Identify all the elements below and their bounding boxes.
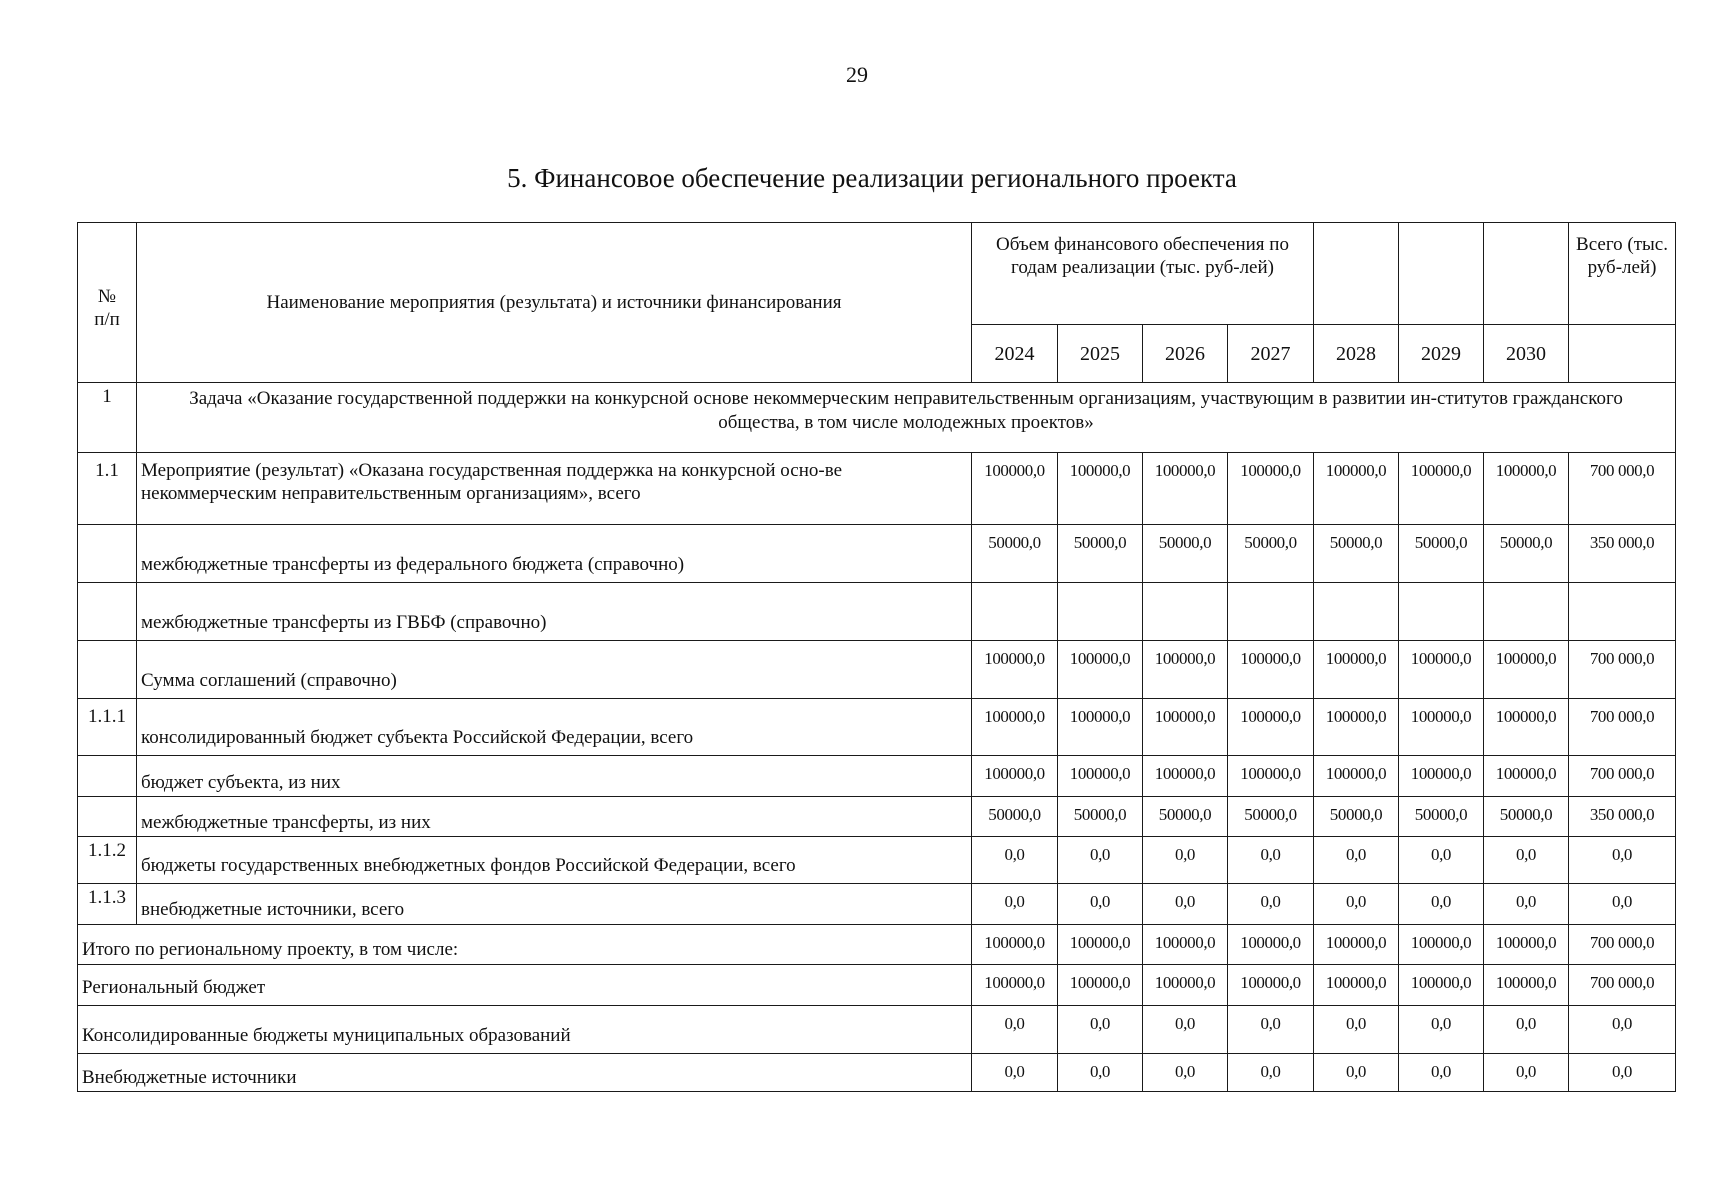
value-cell: 0,0 [1484,884,1569,924]
value-cell [1484,582,1569,640]
header-year: 2025 [1058,325,1143,383]
row-number: 1.1.1 [78,699,137,756]
value-cell: 50000,0 [1399,524,1484,582]
value-cell: 100000,0 [1143,640,1228,698]
value-cell: 100000,0 [972,756,1058,797]
value-cell: 100000,0 [1399,964,1484,1005]
financing-table [77,222,1676,1092]
header-number [78,223,137,383]
value-cell: 100000,0 [1058,756,1143,797]
value-cell: 0,0 [1058,884,1143,924]
row-name: Мероприятие (результат) «Оказана государственная поддержка на конкурсной осно-ве некоммерческим неправительственным организациям», всего [137,452,972,524]
value-cell: 100000,0 [1058,699,1143,756]
value-cell: 0,0 [1314,1005,1399,1053]
header-total: Всего (тыс. руб-лей) [1569,223,1676,325]
row-number [78,797,137,837]
summary-name: Консолидированные бюджеты муниципальных образований [78,1005,972,1053]
value-cell: 100000,0 [1058,924,1143,964]
value-cell: 0,0 [972,884,1058,924]
row-number: 1.1.2 [78,837,137,884]
table-row [78,699,1676,756]
header-empty-cell [1399,223,1484,325]
row-number [78,640,137,698]
value-cell: 50000,0 [1399,797,1484,837]
value-cell: 100000,0 [1143,924,1228,964]
value-cell: 0,0 [1314,884,1399,924]
task-number: 1 [78,383,137,452]
value-cell: 100000,0 [1143,699,1228,756]
header-year: 2029 [1399,325,1484,383]
table-row [78,452,1676,524]
value-cell: 50000,0 [1143,524,1228,582]
value-cell [1143,582,1228,640]
total-cell: 700 000,0 [1569,964,1676,1005]
value-cell: 50000,0 [1228,524,1314,582]
total-cell [1569,582,1676,640]
header-volume-group: Объем финансового обеспечения по годам реализации (тыс. руб-лей) [972,223,1314,325]
header-year: 2026 [1143,325,1228,383]
total-cell: 700 000,0 [1569,699,1676,756]
value-cell: 100000,0 [972,640,1058,698]
row-name: бюджеты государственных внебюджетных фондов Российской Федерации, всего [137,837,972,884]
value-cell: 100000,0 [1314,452,1399,524]
value-cell: 100000,0 [972,452,1058,524]
value-cell: 50000,0 [1484,524,1569,582]
value-cell: 100000,0 [972,964,1058,1005]
value-cell: 100000,0 [1314,924,1399,964]
value-cell: 0,0 [1484,1005,1569,1053]
value-cell: 100000,0 [1314,699,1399,756]
summary-name: Региональный бюджет [78,964,972,1005]
value-cell: 50000,0 [1058,524,1143,582]
value-cell [1228,582,1314,640]
value-cell: 100000,0 [1228,640,1314,698]
table-row [78,837,1676,884]
value-cell: 100000,0 [1314,640,1399,698]
header-empty-cell [1314,223,1399,325]
value-cell: 100000,0 [1143,756,1228,797]
value-cell: 0,0 [1399,1053,1484,1091]
value-cell: 0,0 [1143,837,1228,884]
summary-row [78,1005,1676,1053]
row-number [78,582,137,640]
total-cell: 350 000,0 [1569,524,1676,582]
table-row [78,884,1676,924]
value-cell: 100000,0 [1484,699,1569,756]
summary-row [78,1053,1676,1091]
value-cell: 0,0 [1314,1053,1399,1091]
task-text: Задача «Оказание государственной поддержки на конкурсной основе некоммерческим неправительственным организациям, участвующим в развитии ин-ститутов гражданского общества, в том числе молодежных проектов» [137,383,1676,452]
value-cell: 100000,0 [972,924,1058,964]
value-cell: 100000,0 [1143,452,1228,524]
total-cell: 700 000,0 [1569,640,1676,698]
value-cell [972,582,1058,640]
total-cell: 350 000,0 [1569,797,1676,837]
header-number-label: № п/п [94,285,120,330]
row-name: межбюджетные трансферты, из них [137,797,972,837]
total-cell: 0,0 [1569,837,1676,884]
value-cell: 100000,0 [1314,756,1399,797]
row-name: бюджет субъекта, из них [137,756,972,797]
value-cell: 0,0 [1228,1053,1314,1091]
value-cell: 0,0 [1058,1005,1143,1053]
value-cell: 0,0 [1399,1005,1484,1053]
value-cell: 0,0 [1484,837,1569,884]
value-cell: 0,0 [1143,1005,1228,1053]
total-cell: 700 000,0 [1569,924,1676,964]
value-cell: 0,0 [1058,837,1143,884]
value-cell: 0,0 [1058,1053,1143,1091]
value-cell: 100000,0 [1399,756,1484,797]
value-cell [1058,582,1143,640]
value-cell: 0,0 [1484,1053,1569,1091]
row-name: внебюджетные источники, всего [137,884,972,924]
header-year: 2024 [972,325,1058,383]
row-number: 1.1.3 [78,884,137,924]
value-cell: 0,0 [972,1053,1058,1091]
value-cell: 50000,0 [1228,797,1314,837]
value-cell: 100000,0 [1399,452,1484,524]
header-empty-cell [1569,325,1676,383]
summary-name: Итого по региональному проекту, в том числе: [78,924,972,964]
value-cell [1399,582,1484,640]
table-row [78,524,1676,582]
summary-row [78,924,1676,964]
value-cell: 100000,0 [1399,924,1484,964]
value-cell: 100000,0 [1058,452,1143,524]
value-cell: 100000,0 [1399,699,1484,756]
value-cell: 100000,0 [1484,452,1569,524]
value-cell: 0,0 [1143,1053,1228,1091]
value-cell: 50000,0 [1314,524,1399,582]
summary-row [78,964,1676,1005]
table-row [78,756,1676,797]
value-cell [1314,582,1399,640]
value-cell: 50000,0 [1143,797,1228,837]
total-cell: 0,0 [1569,1005,1676,1053]
table-row [78,640,1676,698]
summary-name: Внебюджетные источники [78,1053,972,1091]
value-cell: 100000,0 [972,699,1058,756]
value-cell: 50000,0 [1058,797,1143,837]
value-cell: 100000,0 [1399,640,1484,698]
value-cell: 50000,0 [972,524,1058,582]
value-cell: 50000,0 [972,797,1058,837]
value-cell: 50000,0 [1484,797,1569,837]
value-cell: 100000,0 [1228,964,1314,1005]
row-name: консолидированный бюджет субъекта Российской Федерации, всего [137,699,972,756]
value-cell: 100000,0 [1228,756,1314,797]
value-cell: 0,0 [1143,884,1228,924]
row-name: межбюджетные трансферты из ГВБФ (справочно) [137,582,972,640]
value-cell: 100000,0 [1314,964,1399,1005]
value-cell: 0,0 [1399,837,1484,884]
row-number: 1.1 [78,452,137,524]
value-cell: 100000,0 [1228,699,1314,756]
table-header-row [78,223,1676,325]
value-cell: 100000,0 [1228,452,1314,524]
value-cell: 0,0 [1228,837,1314,884]
task-row [78,383,1676,452]
value-cell: 50000,0 [1314,797,1399,837]
value-cell: 100000,0 [1058,964,1143,1005]
header-year: 2028 [1314,325,1399,383]
value-cell: 100000,0 [1228,924,1314,964]
value-cell: 0,0 [1228,1005,1314,1053]
value-cell: 100000,0 [1058,640,1143,698]
header-year: 2027 [1228,325,1314,383]
total-cell: 0,0 [1569,884,1676,924]
total-cell: 700 000,0 [1569,452,1676,524]
total-cell: 700 000,0 [1569,756,1676,797]
row-name: межбюджетные трансферты из федерального бюджета (справочно) [137,524,972,582]
row-number [78,524,137,582]
document-title: 5. Финансовое обеспечение реализации регионального проекта [507,163,1237,193]
value-cell: 100000,0 [1484,640,1569,698]
row-number [78,756,137,797]
header-year: 2030 [1484,325,1569,383]
value-cell: 0,0 [972,837,1058,884]
page-number: 29 [846,62,868,87]
row-name: Сумма соглашений (справочно) [137,640,972,698]
header-empty-cell [1484,223,1569,325]
value-cell: 100000,0 [1484,924,1569,964]
value-cell: 100000,0 [1484,964,1569,1005]
value-cell: 0,0 [1228,884,1314,924]
value-cell: 100000,0 [1484,756,1569,797]
value-cell: 100000,0 [1143,964,1228,1005]
header-name: Наименование мероприятия (результата) и источники финансирования [137,223,972,383]
total-cell: 0,0 [1569,1053,1676,1091]
value-cell: 0,0 [972,1005,1058,1053]
value-cell: 0,0 [1399,884,1484,924]
table-row [78,582,1676,640]
table-row [78,797,1676,837]
value-cell: 0,0 [1314,837,1399,884]
